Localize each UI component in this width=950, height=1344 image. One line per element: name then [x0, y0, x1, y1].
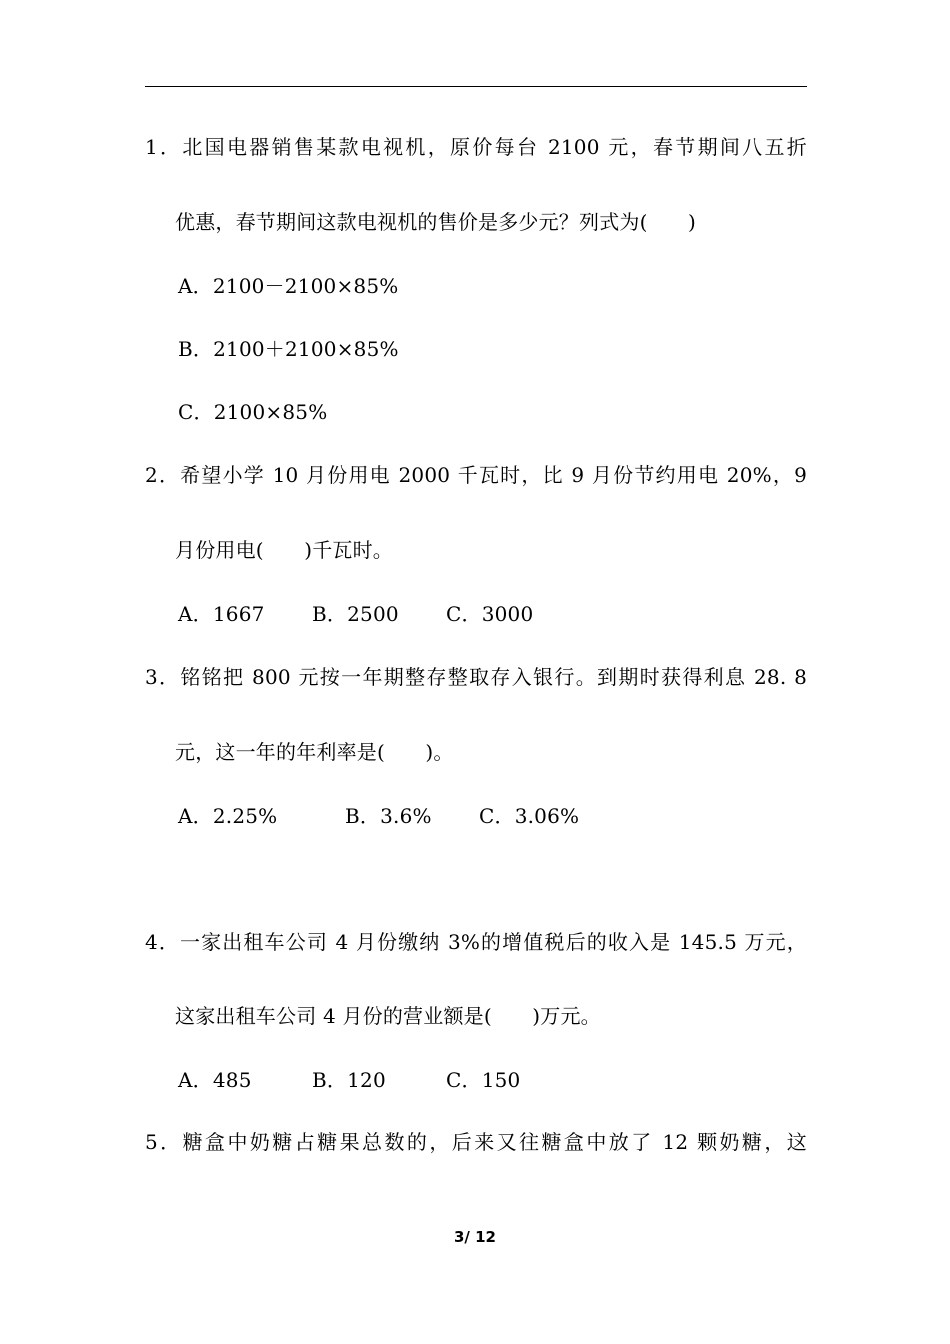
question-4-option-c: C．150 [446, 1068, 521, 1092]
question-1-line-2: 优惠，春节期间这款电视机的售价是多少元？列式为( ) [175, 210, 697, 234]
question-3-option-c: C．3.06% [479, 804, 580, 828]
question-3-option-a: A．2.25% [178, 804, 278, 828]
question-2-line-2: 月份用电( )千瓦时。 [175, 538, 394, 562]
question-1-option-a: A．2100－2100×85% [178, 274, 399, 298]
question-2-option-a: A．1667 [178, 602, 265, 626]
question-2-line-1: 2．希望小学 10 月份用电 2000 千瓦时，比 9 月份节约用电 20%，9 [145, 463, 807, 487]
question-1-line-1: 1．北国电器销售某款电视机，原价每台 2100 元，春节期间八五折 [145, 135, 807, 159]
question-3-line-1: 3．铭铭把 800 元按一年期整存整取存入银行。到期时获得利息 28. 8 [145, 665, 807, 689]
question-3-options [178, 803, 579, 829]
question-1-option-c: C．2100×85% [178, 400, 328, 424]
header-rule [145, 86, 807, 87]
question-4-line-1: 4．一家出租车公司 4 月份缴纳 3%的增值税后的收入是 145.5 万元， [145, 930, 807, 954]
question-3-option-b: B．3.6% [345, 804, 432, 828]
question-5-line-1: 5．糖盒中奶糖占糖果总数的，后来又往糖盒中放了 12 颗奶糖，这 [145, 1130, 807, 1154]
question-4-option-a: A．485 [178, 1068, 252, 1092]
question-4-line-2: 这家出租车公司 4 月份的营业额是( )万元。 [175, 1004, 601, 1028]
question-1-option-b: B．2100＋2100×85% [178, 337, 399, 361]
question-4-option-b: B．120 [312, 1068, 386, 1092]
page-number: 3/ 12 [453, 1228, 496, 1246]
question-4-options [178, 1067, 520, 1093]
question-2-option-b: B．2500 [312, 602, 399, 626]
question-2-options [178, 601, 533, 627]
question-3-line-2: 元，这一年的年利率是( )。 [175, 740, 454, 764]
question-2-option-c: C．3000 [446, 602, 534, 626]
